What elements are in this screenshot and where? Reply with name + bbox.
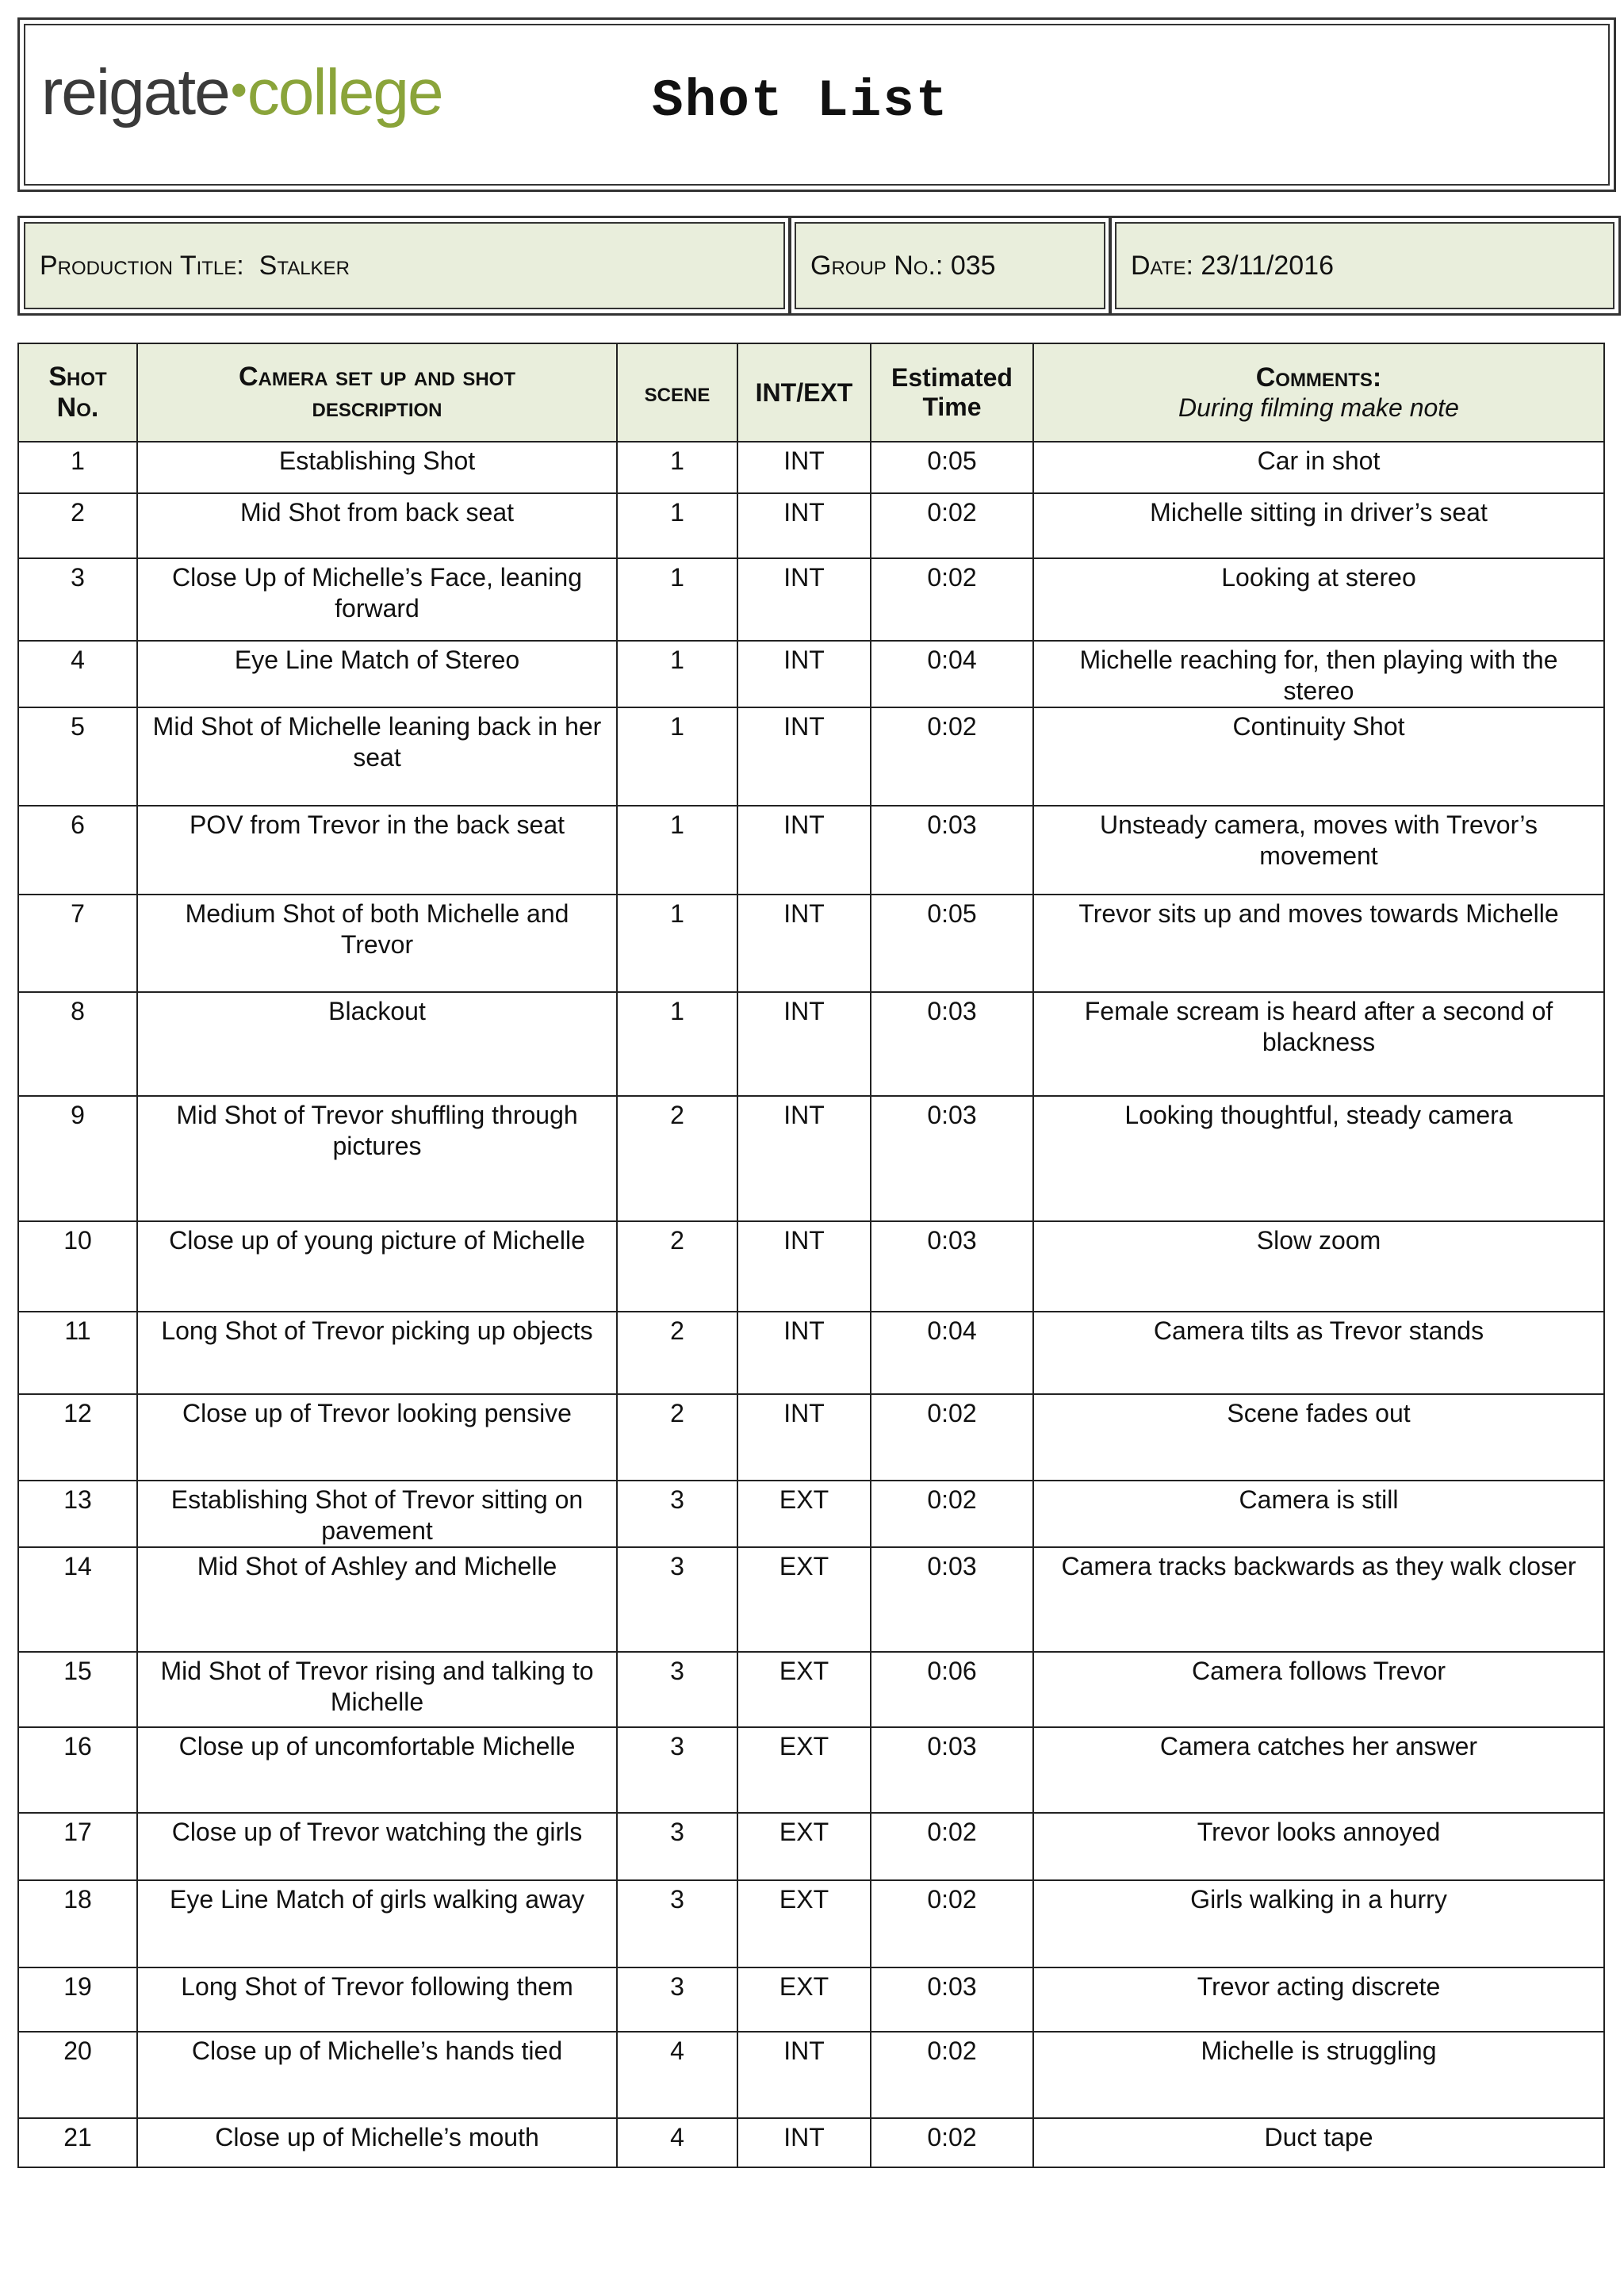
cell-description: Mid Shot from back seat — [137, 493, 617, 558]
cell-scene: 1 — [617, 895, 737, 992]
cell-comment: Looking at stereo — [1033, 558, 1604, 641]
cell-time: 0:02 — [871, 493, 1033, 558]
header-description — [137, 343, 617, 442]
cell-comment: Trevor sits up and moves towards Michelle — [1033, 895, 1604, 992]
cell-comment: Camera follows Trevor — [1033, 1652, 1604, 1727]
cell-time: 0:02 — [871, 2118, 1033, 2167]
date-value: 23/11/2016 — [1201, 250, 1335, 281]
header-scene — [617, 343, 737, 442]
cell-scene: 3 — [617, 1547, 737, 1652]
table-row — [18, 1727, 1604, 1813]
cell-int-ext: INT — [737, 2032, 871, 2118]
cell-int-ext: INT — [737, 641, 871, 707]
cell-int-ext: INT — [737, 442, 871, 493]
cell-time: 0:04 — [871, 641, 1033, 707]
header-int-ext-label: INT/EXT — [755, 377, 853, 407]
cell-time: 0:02 — [871, 558, 1033, 641]
cell-comment: Unsteady camera, moves with Trevor’s movement — [1033, 806, 1604, 895]
cell-description: Mid Shot of Trevor shuffling through pictures — [137, 1096, 617, 1221]
cell-comment: Michelle reaching for, then playing with the stereo — [1033, 641, 1604, 707]
header-shot-line2: No. — [56, 393, 99, 423]
cell-time: 0:05 — [871, 442, 1033, 493]
cell-int-ext: INT — [737, 707, 871, 806]
cell-scene: 1 — [617, 493, 737, 558]
cell-comment: Car in shot — [1033, 442, 1604, 493]
header-estimated-time — [871, 343, 1033, 442]
cell-time: 0:03 — [871, 1727, 1033, 1813]
table-row — [18, 806, 1604, 895]
table-row — [18, 992, 1604, 1096]
cell-shot-no: 11 — [18, 1312, 137, 1394]
cell-time: 0:03 — [871, 1967, 1033, 2032]
cell-int-ext: EXT — [737, 1652, 871, 1727]
cell-int-ext: INT — [737, 895, 871, 992]
cell-comment: Trevor acting discrete — [1033, 1967, 1604, 2032]
table-row — [18, 1547, 1604, 1652]
cell-shot-no: 10 — [18, 1221, 137, 1312]
header-comments-line1: Comments: — [1255, 362, 1382, 393]
cell-description: Eye Line Match of girls walking away — [137, 1880, 617, 1967]
group-number-label: Group No.: — [810, 250, 944, 281]
cell-comment: Michelle is struggling — [1033, 2032, 1604, 2118]
cell-time: 0:06 — [871, 1652, 1033, 1727]
cell-shot-no: 9 — [18, 1096, 137, 1221]
cell-time: 0:05 — [871, 895, 1033, 992]
cell-comment: Camera is still — [1033, 1481, 1604, 1547]
cell-time: 0:03 — [871, 1096, 1033, 1221]
cell-time: 0:02 — [871, 1481, 1033, 1547]
header-int-ext — [737, 343, 871, 442]
cell-scene: 1 — [617, 992, 737, 1096]
cell-scene: 3 — [617, 1481, 737, 1547]
cell-int-ext: EXT — [737, 1727, 871, 1813]
cell-scene: 3 — [617, 1967, 737, 2032]
cell-shot-no: 12 — [18, 1394, 137, 1481]
header-time-line1: Estimated — [891, 363, 1013, 392]
cell-comment: Duct tape — [1033, 2118, 1604, 2167]
logo-text-part2: college — [247, 56, 442, 128]
cell-int-ext: INT — [737, 1096, 871, 1221]
cell-shot-no: 13 — [18, 1481, 137, 1547]
cell-comment: Michelle sitting in driver’s seat — [1033, 493, 1604, 558]
cell-description: Close up of Trevor looking pensive — [137, 1394, 617, 1481]
date-label: Date: — [1131, 250, 1193, 281]
cell-time: 0:02 — [871, 1394, 1033, 1481]
cell-time: 0:03 — [871, 992, 1033, 1096]
cell-time: 0:04 — [871, 1312, 1033, 1394]
cell-int-ext: EXT — [737, 1481, 871, 1547]
table-row — [18, 1221, 1604, 1312]
cell-comment: Looking thoughtful, steady camera — [1033, 1096, 1604, 1221]
cell-description: Long Shot of Trevor picking up objects — [137, 1312, 617, 1394]
table-row — [18, 442, 1604, 493]
cell-description: Eye Line Match of Stereo — [137, 641, 617, 707]
cell-scene: 1 — [617, 558, 737, 641]
cell-shot-no: 20 — [18, 2032, 137, 2118]
cell-shot-no: 18 — [18, 1880, 137, 1967]
cell-scene: 1 — [617, 641, 737, 707]
cell-comment: Slow zoom — [1033, 1221, 1604, 1312]
cell-int-ext: INT — [737, 2118, 871, 2167]
table-row — [18, 1813, 1604, 1880]
cell-description: Mid Shot of Trevor rising and talking to Michelle — [137, 1652, 617, 1727]
table-row — [18, 2118, 1604, 2167]
cell-scene: 4 — [617, 2032, 737, 2118]
shot-list-table — [17, 343, 1605, 2168]
cell-description: Close Up of Michelle’s Face, leaning forward — [137, 558, 617, 641]
header-inner — [24, 24, 1610, 186]
cell-scene: 3 — [617, 1652, 737, 1727]
cell-time: 0:03 — [871, 1221, 1033, 1312]
cell-shot-no: 6 — [18, 806, 137, 895]
cell-shot-no: 2 — [18, 493, 137, 558]
cell-int-ext: INT — [737, 1221, 871, 1312]
cell-description: Blackout — [137, 992, 617, 1096]
table-row — [18, 1312, 1604, 1394]
cell-description: Long Shot of Trevor following them — [137, 1967, 617, 2032]
cell-description: Close up of Michelle’s hands tied — [137, 2032, 617, 2118]
group-number-box — [788, 216, 1112, 316]
table-row — [18, 1880, 1604, 1967]
cell-shot-no: 21 — [18, 2118, 137, 2167]
cell-shot-no: 17 — [18, 1813, 137, 1880]
cell-int-ext: EXT — [737, 1967, 871, 2032]
page-title: Shot List — [652, 71, 949, 131]
cell-scene: 1 — [617, 806, 737, 895]
cell-shot-no: 1 — [18, 442, 137, 493]
cell-time: 0:03 — [871, 806, 1033, 895]
production-title-value: Stalker — [259, 250, 350, 281]
header-box — [17, 17, 1616, 192]
header-comments-line2: During filming make note — [1178, 393, 1459, 422]
cell-shot-no: 19 — [18, 1967, 137, 2032]
cell-comment: Scene fades out — [1033, 1394, 1604, 1481]
cell-comment: Female scream is heard after a second of blackness — [1033, 992, 1604, 1096]
cell-scene: 2 — [617, 1394, 737, 1481]
cell-int-ext: INT — [737, 806, 871, 895]
cell-scene: 3 — [617, 1880, 737, 1967]
cell-description: Close up of young picture of Michelle — [137, 1221, 617, 1312]
cell-shot-no: 8 — [18, 992, 137, 1096]
shot-rows — [18, 442, 1604, 2167]
cell-description: Close up of uncomfortable Michelle — [137, 1727, 617, 1813]
table-row — [18, 558, 1604, 641]
cell-comment: Trevor looks annoyed — [1033, 1813, 1604, 1880]
cell-scene: 1 — [617, 707, 737, 806]
cell-int-ext: EXT — [737, 1880, 871, 1967]
cell-time: 0:02 — [871, 1813, 1033, 1880]
cell-shot-no: 5 — [18, 707, 137, 806]
logo-text-part1: reigate — [41, 56, 229, 128]
cell-scene: 4 — [617, 2118, 737, 2167]
table-header-row — [18, 343, 1604, 442]
table-row — [18, 1394, 1604, 1481]
table-row — [18, 2032, 1604, 2118]
cell-int-ext: INT — [737, 1394, 871, 1481]
header-shot-no — [18, 343, 137, 442]
cell-description: Medium Shot of both Michelle and Trevor — [137, 895, 617, 992]
cell-scene: 1 — [617, 442, 737, 493]
cell-comment: Girls walking in a hurry — [1033, 1880, 1604, 1967]
header-comments — [1033, 343, 1604, 442]
cell-int-ext: INT — [737, 493, 871, 558]
group-number-value: 035 — [950, 250, 996, 281]
cell-time: 0:02 — [871, 1880, 1033, 1967]
date-box — [1109, 216, 1621, 316]
cell-description: Mid Shot of Ashley and Michelle — [137, 1547, 617, 1652]
cell-comment: Camera tracks backwards as they walk closer — [1033, 1547, 1604, 1652]
cell-scene: 3 — [617, 1813, 737, 1880]
table-row — [18, 1481, 1604, 1547]
cell-description: POV from Trevor in the back seat — [137, 806, 617, 895]
cell-shot-no: 4 — [18, 641, 137, 707]
cell-scene: 2 — [617, 1312, 737, 1394]
cell-int-ext: INT — [737, 1312, 871, 1394]
table-row — [18, 1652, 1604, 1727]
header-shot-line1: Shot — [48, 362, 107, 392]
production-title-box — [17, 216, 791, 316]
cell-shot-no: 3 — [18, 558, 137, 641]
cell-description: Close up of Trevor watching the girls — [137, 1813, 617, 1880]
cell-int-ext: INT — [737, 992, 871, 1096]
cell-time: 0:02 — [871, 2032, 1033, 2118]
logo-dot-icon: • — [230, 63, 246, 117]
cell-int-ext: EXT — [737, 1547, 871, 1652]
cell-scene: 3 — [617, 1727, 737, 1813]
cell-time: 0:03 — [871, 1547, 1033, 1652]
table-row — [18, 1096, 1604, 1221]
cell-int-ext: INT — [737, 558, 871, 641]
header-desc-line1: Camera set up and shot — [238, 362, 515, 392]
college-logo — [41, 56, 442, 128]
cell-scene: 2 — [617, 1096, 737, 1221]
cell-comment: Continuity Shot — [1033, 707, 1604, 806]
cell-time: 0:02 — [871, 707, 1033, 806]
cell-int-ext: EXT — [737, 1813, 871, 1880]
cell-shot-no: 16 — [18, 1727, 137, 1813]
cell-comment: Camera tilts as Trevor stands — [1033, 1312, 1604, 1394]
cell-shot-no: 15 — [18, 1652, 137, 1727]
header-scene-label: scene — [644, 377, 710, 408]
header-time-line2: Time — [922, 393, 982, 421]
cell-description: Establishing Shot — [137, 442, 617, 493]
table-row — [18, 493, 1604, 558]
table-row — [18, 1967, 1604, 2032]
header-desc-line2: description — [312, 393, 442, 423]
table-row — [18, 641, 1604, 707]
cell-shot-no: 14 — [18, 1547, 137, 1652]
table-row — [18, 707, 1604, 806]
production-title-label: Production Title: — [40, 250, 244, 281]
cell-shot-no: 7 — [18, 895, 137, 992]
cell-description: Close up of Michelle’s mouth — [137, 2118, 617, 2167]
cell-description: Establishing Shot of Trevor sitting on pavement — [137, 1481, 617, 1547]
cell-comment: Camera catches her answer — [1033, 1727, 1604, 1813]
table-row — [18, 895, 1604, 992]
cell-description: Mid Shot of Michelle leaning back in her seat — [137, 707, 617, 806]
cell-scene: 2 — [617, 1221, 737, 1312]
